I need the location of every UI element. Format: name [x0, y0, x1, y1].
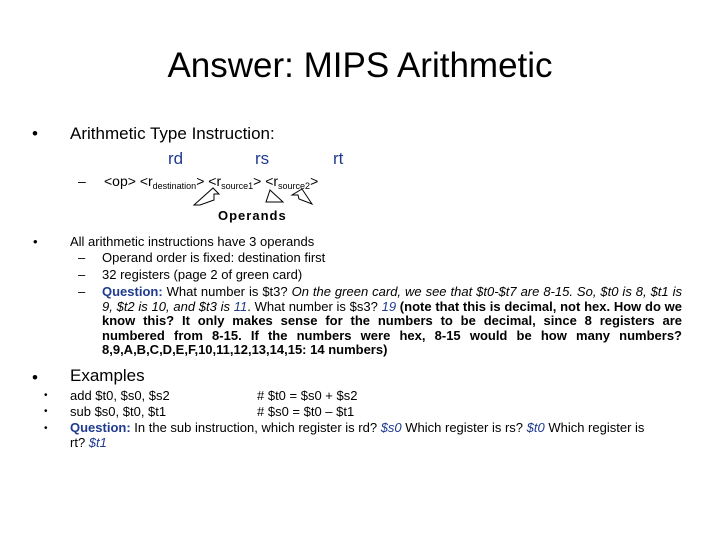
format-source2: source2	[278, 181, 311, 191]
label-rd: rd	[168, 149, 184, 168]
format-mid1: > <r	[196, 173, 222, 189]
dash-marker: –	[78, 267, 86, 282]
question-text: What number is $t3?	[162, 284, 292, 299]
operands-label: Operands	[218, 208, 287, 223]
example-sub-code: sub $s0, $t0, $t1	[70, 404, 167, 419]
example-add-comment: # $t0 = $s0 + $s2	[257, 388, 358, 403]
answer-rd: $s0	[380, 420, 402, 435]
arithmetic-type-heading: Arithmetic Type Instruction:	[70, 124, 275, 143]
bullet-marker: •	[44, 406, 48, 417]
label-rs: rs	[255, 149, 270, 168]
answer-s3: 19	[381, 298, 397, 314]
question-rd-text: In the sub instruction, which register is rd?	[130, 420, 381, 435]
arrow-source1	[266, 190, 283, 202]
bullet-marker: •	[44, 423, 48, 434]
slide-title: Answer: MIPS Arithmetic	[167, 46, 553, 85]
question-rs-text: Which register is rs?	[401, 420, 527, 435]
answer-t3: 11	[233, 298, 248, 314]
bullet-marker: •	[32, 368, 38, 387]
dash-marker: –	[78, 250, 86, 265]
format-destination: destination	[152, 181, 197, 191]
example-sub-comment: # $s0 = $t0 – $t1	[257, 404, 355, 419]
operand-order-text: Operand order is fixed: destination first	[102, 250, 326, 265]
registers-text: 32 registers (page 2 of green card)	[102, 267, 303, 282]
answer-italic: On the green card, we see that $t0-$t7 are 8-15. So, $t0 is 8, $t1 is 9, $t2 is 10, and $t3 is	[102, 284, 683, 314]
dash-marker: –	[78, 284, 86, 299]
question-s3: . What number is $s3?	[247, 298, 382, 314]
answer-explanation: (note that this is decimal, not hex. How do we know this? It only makes sense for the numbers to be decimal, since 8 registers are numbered from 8-15. If the numbers were hex, 8-15 would be how many numbers? 8,9,A,B,C,D,E,F,10,11,12,13,14,15: 14 numbers)	[102, 298, 682, 357]
format-op: <op> <r	[104, 173, 153, 189]
question-rt-text: Which register is rt?	[70, 420, 645, 450]
question-label: Question:	[102, 284, 163, 299]
examples-question	[70, 421, 650, 450]
example-add-code: add $t0, $s0, $s2	[70, 388, 170, 403]
answer-rt: $t1	[88, 434, 107, 450]
answer-rs: $t0	[526, 420, 545, 435]
question-label: Question:	[70, 420, 131, 435]
bullet-marker: •	[44, 390, 48, 401]
label-rt: rt	[333, 149, 344, 168]
bullet-marker: •	[33, 234, 38, 249]
three-operands-text: All arithmetic instructions have 3 operands	[70, 234, 315, 249]
dash-marker: –	[78, 173, 86, 189]
bullet-marker: •	[32, 124, 38, 143]
arrow-destination	[194, 188, 219, 205]
format-source1: source1	[221, 181, 254, 191]
question-paragraph	[102, 285, 682, 358]
format-mid2: > <r	[253, 173, 279, 189]
examples-heading: Examples	[70, 366, 145, 385]
arrow-source2	[292, 189, 312, 204]
format-end: >	[310, 173, 319, 189]
